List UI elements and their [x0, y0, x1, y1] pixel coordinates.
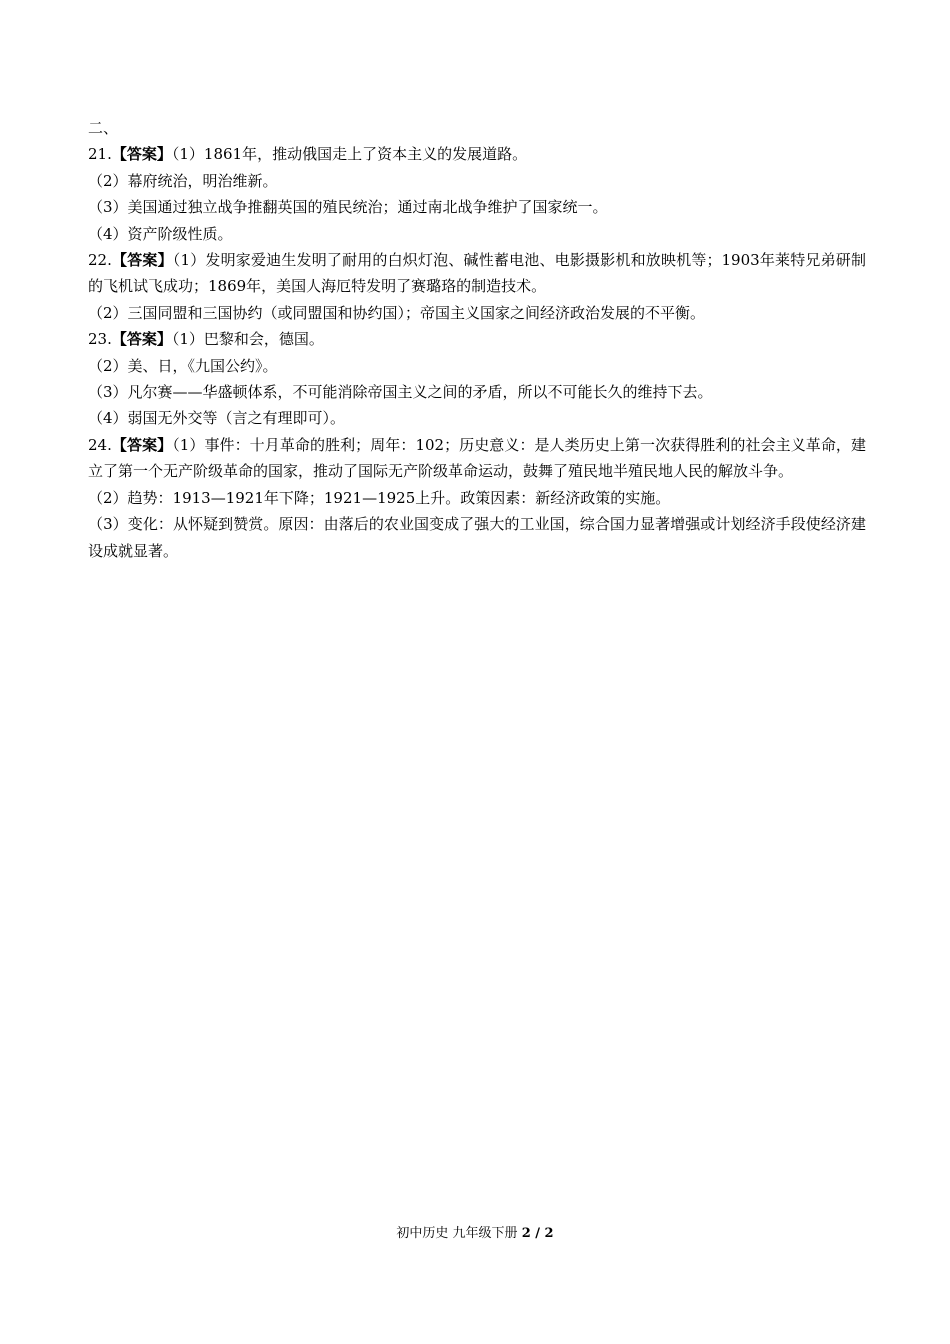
answer-24-part: （2）趋势：1913—1921年下降；1921—1925上升。政策因素：新经济政策的实施。 [88, 488, 671, 507]
answer-text: （1）事件：十月革命的胜利；周年：102；历史意义：是人类历史上第一次获得胜利的社会主义革命，建立了第一个无产阶级革命的国家，推动了国际无产阶级革命运动，鼓舞了殖民地半殖民地人民的解放斗争。 [88, 435, 866, 481]
answer-23-part: （4）弱国无外交等（言之有理即可）。 [88, 409, 346, 428]
question-number: 21. [88, 145, 112, 164]
page-number: 2 / 2 [521, 1226, 554, 1241]
page-footer [0, 1224, 950, 1244]
answer-21-part: （2）幕府统治，明治维新。 [88, 171, 278, 190]
answer-22-part: （2）三国同盟和三国协约（或同盟国和协约国）；帝国主义国家之间经济政治发展的不平衡。 [88, 303, 706, 322]
answer-tag: 【答案】 [111, 435, 173, 454]
answer-22-first [88, 247, 866, 300]
answer-23-first [88, 326, 866, 352]
answer-21-part: （4）资产阶级性质。 [88, 224, 233, 243]
section-heading: 二、 [88, 119, 119, 137]
answer-21-first [88, 141, 866, 167]
answer-text: （1）发明家爱迪生发明了耐用的白炽灯泡、碱性蓄电池、电影摄影机和放映机等；1903年莱特兄弟研制的飞机试飞成功；1869年，美国人海厄特发明了赛璐珞的制造技术。 [88, 251, 866, 296]
answer-tag: 【答案】 [111, 330, 172, 349]
question-number: 22. [88, 251, 112, 270]
answer-23-part: （3）凡尔赛——华盛顿体系，不可能消除帝国主义之间的矛盾，所以不可能长久的维持下去。 [88, 383, 713, 402]
answer-tag: 【答案】 [111, 251, 173, 270]
answer-21-part: （3）美国通过独立战争推翻英国的殖民统治；通过南北战争维护了国家统一。 [88, 198, 608, 217]
answer-tag: 【答案】 [111, 145, 172, 164]
footer-subject: 初中历史 九年级下册 [396, 1226, 518, 1241]
answer-24-first [88, 432, 866, 485]
answer-23-part: （2）美、日，《九国公约》。 [88, 356, 278, 375]
question-number: 23. [88, 330, 112, 349]
answer-content [88, 115, 866, 564]
answer-24-part: （3）变化：从怀疑到赞赏。原因：由落后的农业国变成了强大的工业国，综合国力显著增强或计划经济手段使经济建设成就显著。 [88, 515, 866, 560]
answer-text: （1）1861年，推动俄国走上了资本主义的发展道路。 [171, 145, 528, 164]
answer-text: （1）巴黎和会，德国。 [171, 330, 324, 349]
question-number: 24. [88, 435, 112, 454]
